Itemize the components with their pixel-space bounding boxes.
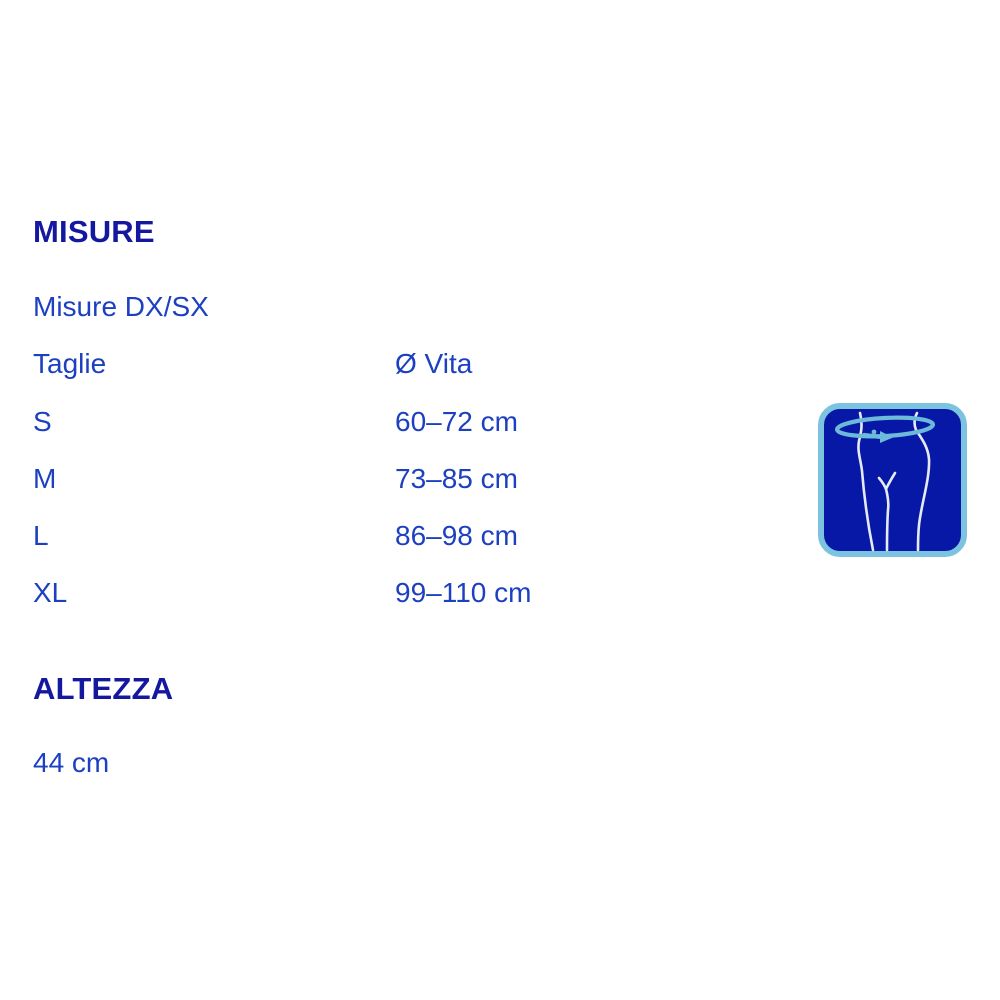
altezza-value: 44 cm (33, 747, 110, 778)
table-row (33, 578, 733, 609)
waist-range: 86–98 cm (395, 520, 518, 551)
altezza-heading: ALTEZZA (33, 671, 174, 706)
column-header-vita: Ø Vita (395, 348, 473, 379)
size-label: M (33, 463, 57, 494)
misure-subtitle: Misure DX/SX (33, 291, 209, 322)
column-header-taglie: Taglie (33, 348, 107, 379)
size-label: S (33, 406, 52, 437)
waist-circumference-icon (818, 403, 967, 557)
waist-range: 99–110 cm (395, 577, 532, 608)
size-label: L (33, 520, 49, 551)
waist-range: 73–85 cm (395, 463, 518, 494)
misure-heading: MISURE (33, 214, 155, 249)
table-row (33, 521, 733, 552)
size-table-header (33, 349, 733, 380)
size-label: XL (33, 577, 68, 608)
table-row (33, 407, 733, 438)
waist-range: 60–72 cm (395, 406, 518, 437)
table-row (33, 464, 733, 495)
